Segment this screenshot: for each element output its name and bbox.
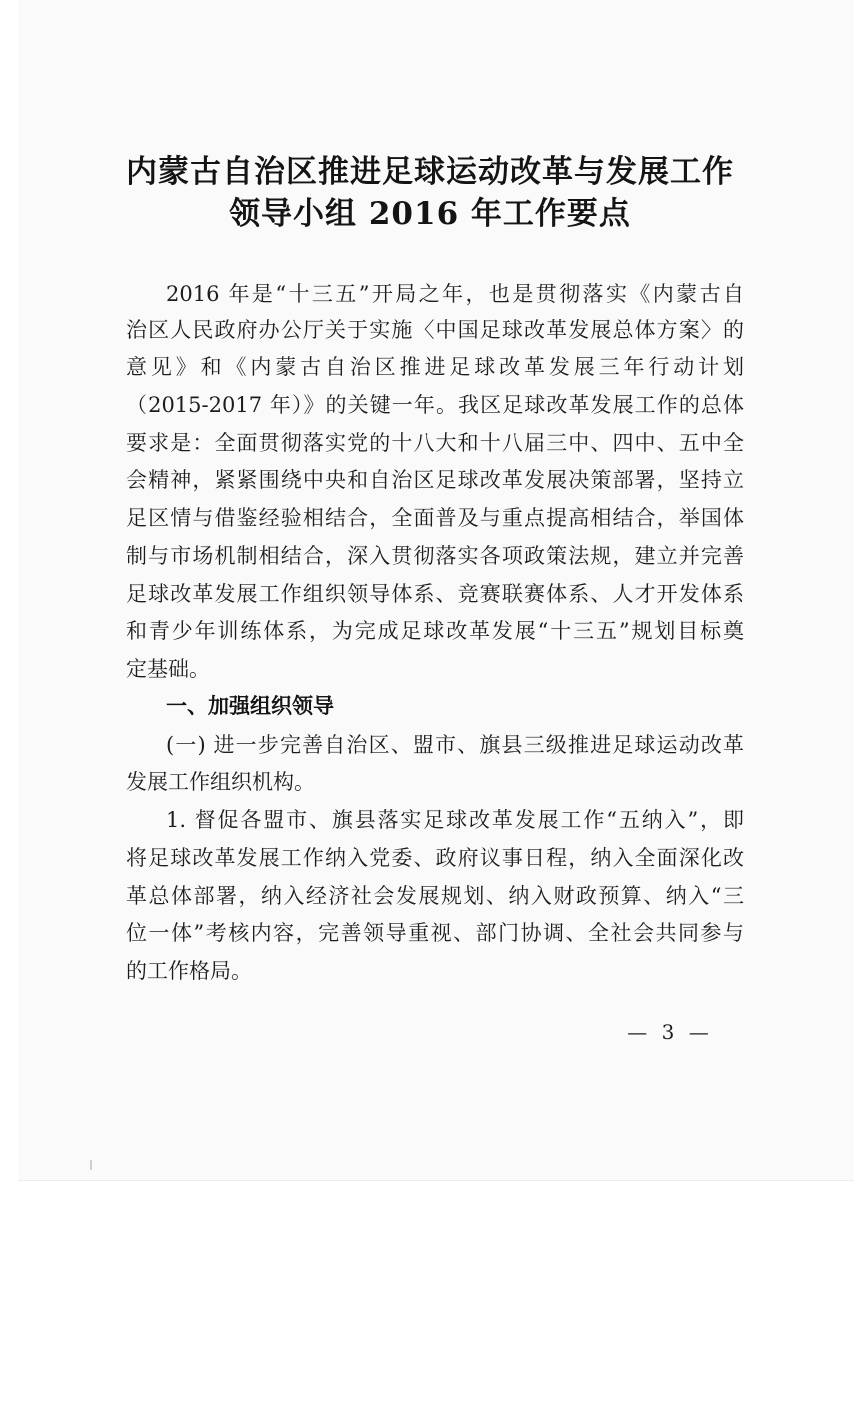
item-1-line-2: 将足球改革发展工作纳入党委、政府议事日程，纳入全面深化改 (126, 846, 744, 870)
item-1-line-4: 位一体”考核内容，完善领导重视、部门协调、全社会共同参与 (126, 921, 744, 945)
paragraph-1-line-1: 2016 年是“十三五”开局之年，也是贯彻落实《内蒙古自 (166, 282, 744, 306)
paragraph-1-line-5: 要求是：全面贯彻落实党的十八大和十八届三中、四中、五中全 (126, 431, 744, 455)
item-1-line-3: 革总体部署，纳入经济社会发展规划、纳入财政预算、纳入“三 (126, 884, 744, 908)
paragraph-1-line-3: 意见》和《内蒙古自治区推进足球改革发展三年行动计划 (126, 355, 744, 379)
document-title-line-2: 领导小组 2016 年工作要点 (229, 196, 631, 232)
subsection-1-line-2: 发展工作组织机构。 (126, 770, 315, 794)
item-1-line-1: 1. 督促各盟市、旗县落实足球改革发展工作“五纳入”，即 (166, 808, 744, 832)
paragraph-1-line-7: 足区情与借鉴经验相结合，全面普及与重点提高相结合，举国体 (126, 506, 744, 530)
section-heading-1: 一、加强组织领导 (166, 694, 334, 718)
paragraph-1-line-6: 会精神，紧紧围绕中央和自治区足球改革发展决策部署，坚持立 (126, 468, 744, 492)
paragraph-1-line-9: 足球改革发展工作组织领导体系、竞赛联赛体系、人才开发体系 (126, 582, 744, 606)
page-number: — 3 — (627, 1020, 713, 1044)
subsection-1-line-1: (一) 进一步完善自治区、盟市、旗县三级推进足球运动改革 (166, 733, 744, 757)
paragraph-1-line-11: 定基础。 (126, 657, 210, 681)
paragraph-1-line-2: 治区人民政府办公厅关于实施〈中国足球改革发展总体方案〉的 (126, 318, 744, 342)
paragraph-1-line-10: 和青少年训练体系，为完成足球改革发展“十三五”规划目标奠 (126, 619, 744, 643)
item-1-line-5: 的工作格局。 (126, 959, 252, 983)
document-title-line-1: 内蒙古自治区推进足球运动改革与发展工作 (126, 154, 734, 190)
scan-mark (90, 1160, 92, 1170)
paragraph-1-line-4: （2015-2017 年）》的关键一年。我区足球改革发展工作的总体 (126, 393, 744, 417)
paragraph-1-line-8: 制与市场机制相结合，深入贯彻落实各项政策法规，建立并完善 (126, 544, 744, 568)
